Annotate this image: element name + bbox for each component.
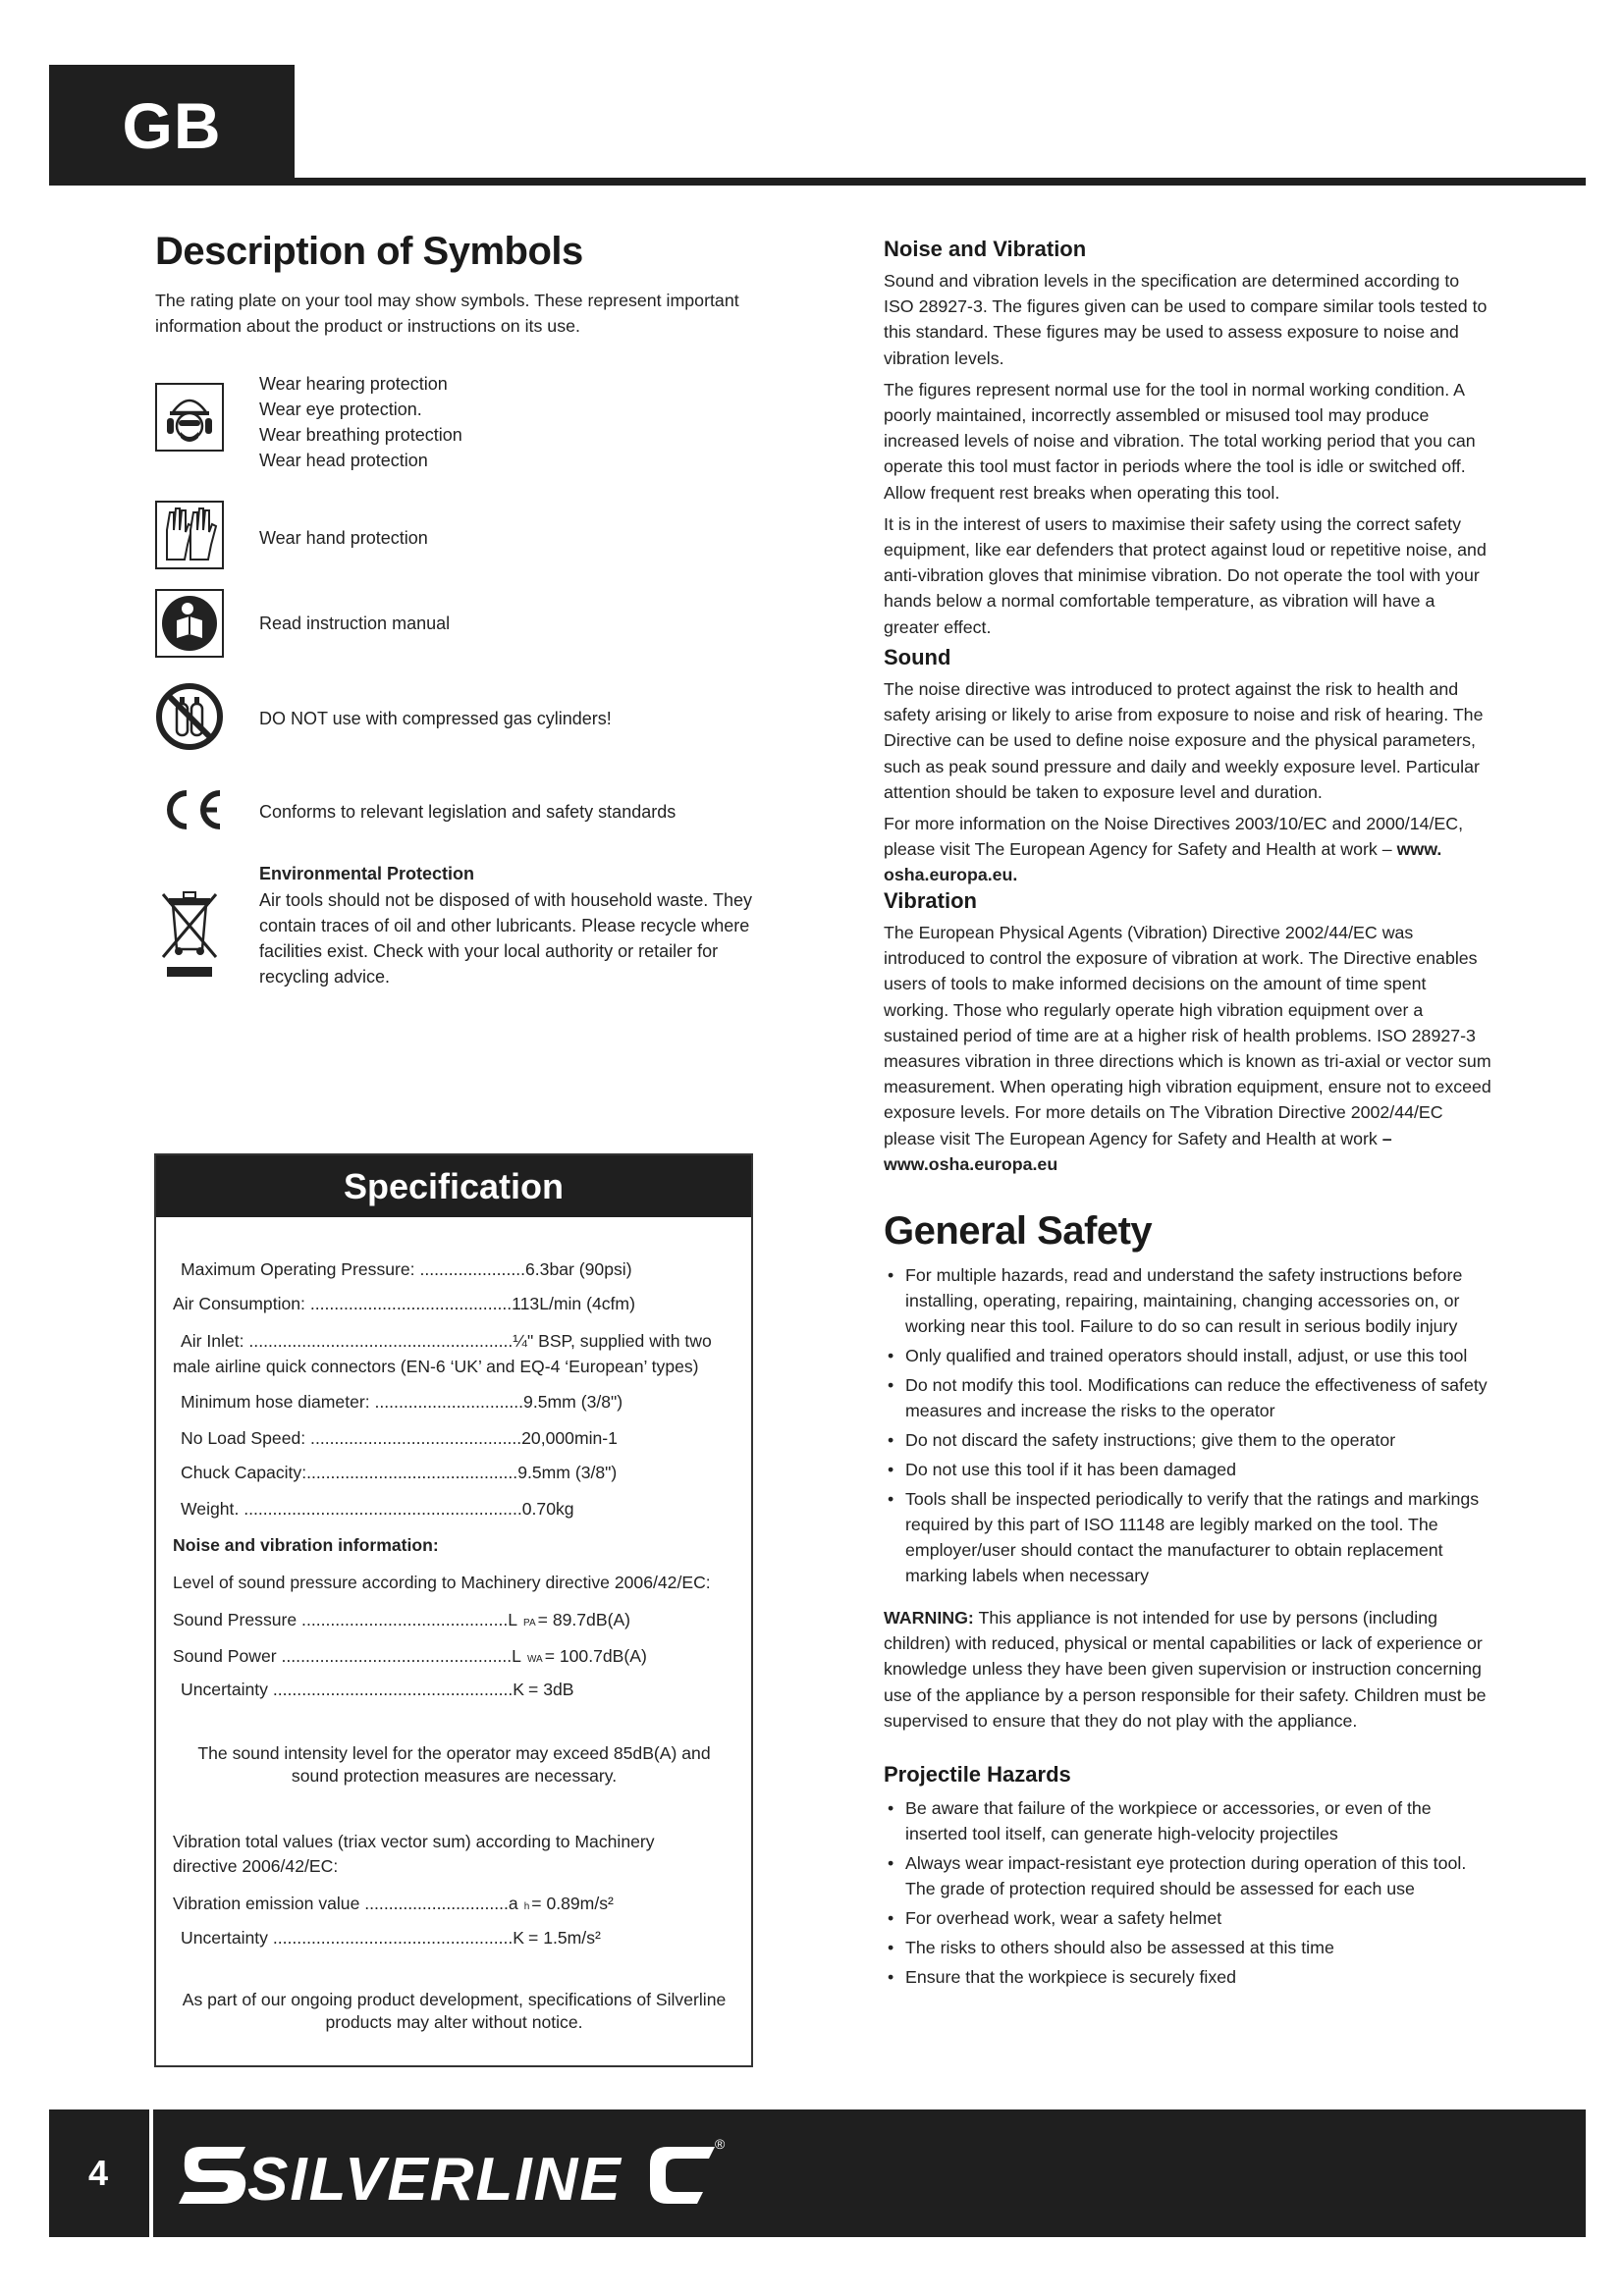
paragraph: Sound and vibration levels in the specification are determined according to ISO 28927-3. The figures given can be used to compare similar tools tested to this standard. These figures may be used to assess exposure to noise and vibration levels. — [884, 271, 1488, 368]
list-item: • The risks to others should also be assessed at this time — [884, 1935, 1492, 1960]
spec-value: = 100.7dB(A) — [544, 1646, 647, 1666]
spec-row-chuck — [181, 1463, 617, 1483]
spec-label: Chuck Capacity:............................................ — [181, 1463, 518, 1482]
spec-symbol: K — [513, 1680, 525, 1699]
ppe-head-icon — [155, 383, 224, 452]
vibration-text: The European Physical Agents (Vibration) Directive 2002/44/EC was introduced to control the exposure of vibration at work. The Directive enables users of tools to make informed decisions on the amount of time spent working. Those who regularly operate high vibration equipment over a sustained period of time are at a higher risk of health problems. ISO 28927-3 measures vibration in three directions which is known as tri-axial or vector sum measurement. When operating high vibration equipment, ensure not to exceed exposure levels. For more details on The Vibration Directive 2002/44/EC please visit The European Agency for Safety and Health at work — [884, 923, 1491, 1148]
more-info-text: For more information on the Noise Directives 2003/10/EC and 2000/14/EC, please visit The European Agency for Safety and Health at work – — [884, 814, 1464, 860]
spec-row-speed — [181, 1428, 618, 1449]
sound-more-info — [884, 811, 1492, 888]
paragraph: The figures represent normal use for the tool in normal working condition. A poorly maintained, incorrectly assembled or misused tool may produce increased levels of noise and vibration. The total working period that you can operate this tool must factor in periods where the tool is idle or switched off. Allow frequent rest breaks when operating this tool. — [884, 379, 1476, 503]
projectile-heading: Projectile Hazards — [884, 1762, 1071, 1787]
symbol-ppe-line: Wear breathing protection — [259, 425, 462, 445]
general-safety-title: General Safety — [884, 1209, 1153, 1253]
read-manual-icon — [155, 589, 224, 658]
spec-value: 9.5mm (3/8") — [517, 1463, 618, 1482]
vibration-heading: Vibration — [884, 888, 977, 913]
spec-label: Air Consumption: .......................................... — [173, 1294, 513, 1313]
sound-body — [884, 676, 1492, 888]
weee-bin-icon — [155, 888, 224, 979]
header-rule — [295, 178, 1586, 186]
spec-value: 113L/min (4cfm) — [512, 1294, 635, 1313]
spec-air-inlet-continued: male airline quick connectors (EN-6 ‘UK’ and EQ-4 ‘European’ types) — [173, 1357, 699, 1376]
list-item: • Tools shall be inspected periodically to verify that the ratings and markings required by this part of ISO 11148 are legibly marked on the tool. The employer/user should contact the manufacturer to obtain replacement marking labels when necessary — [884, 1486, 1492, 1588]
noise-info-heading: Noise and vibration information: — [173, 1535, 439, 1555]
spec-label: Uncertainty .................................................. — [181, 1928, 514, 1948]
paragraph: The noise directive was introduced to protect against the risk to health and safety arising or likely to arise from exposure to noise and risk of hearing. The Directive can be used to define noise exposure and the physical parameters, such as peak sound pressure and daily and weekly exposure level. Particular attention should be taken to exposure level and duration. — [884, 679, 1484, 802]
osha-link[interactable]: www. osha.europa.eu. — [884, 839, 1442, 885]
noise-info-intro: Level of sound pressure according to Machinery directive 2006/42/EC: — [173, 1573, 711, 1592]
spec-value: ¼" BSP, supplied with two — [513, 1331, 712, 1351]
sound-warning: The sound intensity level for the operator may exceed 85dB(A) and sound protection measures are necessary. — [197, 1743, 711, 1786]
symbols-intro: The rating plate on your tool may show symbols. These represent important information about the product or instructions on its use. — [155, 291, 739, 336]
symbol-gloves-text: Wear hand protection — [259, 528, 428, 548]
spec-value: = 3dB — [528, 1680, 574, 1699]
brand-wordmark: SILVERLINE — [247, 2146, 623, 2214]
spec-symbol: a — [508, 1894, 518, 1913]
spec-symbol: K — [513, 1928, 525, 1948]
spec-row-uncertainty-db — [181, 1680, 574, 1700]
spec-label: Air Inlet: ....................................................... — [181, 1331, 514, 1351]
spec-footnote: As part of our ongoing product development, specifications of Silverline products may alter without notice. — [182, 1990, 727, 2032]
vibration-body — [884, 920, 1492, 1177]
list-item: • For overhead work, wear a safety helmet — [884, 1905, 1492, 1931]
paragraph: It is in the interest of users to maximise their safety using the correct safety equipment, like ear defenders that protect against loud or repetitive noise, and anti-vibration gloves that minimise vibration. Do not operate the tool with your hands below a normal comfortable temperature, as vibration will have a greater effect. — [884, 513, 1487, 637]
list-item: • Only qualified and trained operators should install, adjust, or use this tool — [884, 1343, 1492, 1368]
warning-paragraph — [884, 1605, 1492, 1734]
silverline-logo — [177, 2135, 727, 2214]
spec-label: Minimum hose diameter: ............................... — [181, 1392, 524, 1412]
symbol-ce-text: Conforms to relevant legislation and safety standards — [259, 802, 677, 822]
spec-label: Sound Pressure ........................................... — [173, 1610, 509, 1629]
ce-mark-icon — [155, 775, 224, 844]
page-number: 4 — [87, 2153, 109, 2193]
spec-value: = 0.89m/s² — [531, 1894, 614, 1913]
paragraph — [884, 920, 1492, 1177]
list-item: • Always wear impact-resistant eye protection during operation of this tool. The grade of protection required should be assessed for each use — [884, 1850, 1492, 1901]
spec-label: Vibration emission value .............................. — [173, 1894, 509, 1913]
spec-subscript: WA — [526, 1654, 543, 1665]
noise-vibration-heading: Noise and Vibration — [884, 237, 1087, 261]
warning-label: WARNING: — [884, 1608, 974, 1628]
warning-block — [884, 1605, 1492, 1734]
no-gas-cylinder-icon — [155, 682, 224, 751]
symbol-ppe-line: Wear head protection — [259, 451, 428, 470]
symbol-gas-text: DO NOT use with compressed gas cylinders! — [259, 709, 612, 728]
list-item: • For multiple hazards, read and understand the safety instructions before installing, operating, repairing, maintaining, changing accessories on, or working near this tool. Failure to do so can result in serious bodily injury — [884, 1262, 1492, 1339]
spec-row-hose — [181, 1392, 623, 1413]
symbol-manual-text: Read instruction manual — [259, 614, 451, 633]
spec-value: 9.5mm (3/8") — [523, 1392, 623, 1412]
list-item: • Do not use this tool if it has been damaged — [884, 1457, 1492, 1482]
spec-label: Weight. .......................................................... — [181, 1499, 522, 1519]
spec-row-sound-power — [173, 1646, 647, 1667]
spec-row-pressure — [181, 1259, 632, 1280]
vibration-intro: Vibration total values (triax vector sum) according to Machinery directive 2006/42/EC: — [173, 1832, 655, 1876]
spec-value: 20,000min-1 — [521, 1428, 618, 1448]
specification-title: Specification — [156, 1155, 751, 1217]
sound-heading: Sound — [884, 645, 951, 669]
footer-divider — [149, 2109, 153, 2237]
symbol-ppe-line: Wear hearing protection — [259, 374, 448, 394]
spec-value: = 1.5m/s² — [528, 1928, 601, 1948]
spec-symbol: L — [508, 1610, 518, 1629]
spec-row-uncertainty-vib — [181, 1928, 601, 1949]
spec-label: No Load Speed: ............................................ — [181, 1428, 522, 1448]
spec-value: = 89.7dB(A) — [537, 1610, 631, 1629]
list-item: • Do not modify this tool. Modifications can reduce the effectiveness of safety measures and increase the risks to the operator — [884, 1372, 1492, 1423]
warning-text: This appliance is not intended for use by persons (including children) with reduced, physical or mental capabilities or lack of experience or knowledge unless they have been given supervision or instruction concerning use of the appliance by a person responsible for their safety. Children must be supervised to ensure that they do not play with the appliance. — [884, 1608, 1487, 1731]
projectile-list — [884, 1795, 1492, 1994]
environmental-heading: Environmental Protection — [259, 864, 475, 883]
spec-label: Maximum Operating Pressure: ...................... — [181, 1259, 525, 1279]
country-code: GB — [122, 88, 222, 162]
environmental-text: Air tools should not be disposed of with household waste. They contain traces of oil and other lubricants. Please recycle where facilities exist. Check with your local authority or retailer for recycling advice. — [259, 890, 752, 987]
gloves-icon — [155, 501, 224, 569]
spec-subscript: h — [523, 1901, 530, 1912]
spec-label: Uncertainty .................................................. — [181, 1680, 514, 1699]
spec-row-air-consumption — [173, 1294, 635, 1314]
list-item: • Ensure that the workpiece is securely fixed — [884, 1964, 1492, 1990]
registered-mark: ® — [715, 2136, 726, 2152]
spec-row-weight — [181, 1499, 574, 1520]
spec-value: 0.70kg — [521, 1499, 574, 1519]
spec-value: 6.3bar (90psi) — [525, 1259, 632, 1279]
general-safety-list — [884, 1262, 1492, 1592]
noise-vibration-body — [884, 268, 1492, 640]
spec-row-air-inlet — [181, 1331, 712, 1352]
symbol-ppe-line: Wear eye protection. — [259, 400, 422, 419]
list-item: • Do not discard the safety instructions; give them to the operator — [884, 1427, 1492, 1453]
silverline-logo-art — [177, 2135, 727, 2214]
spec-label: Sound Power ................................................ — [173, 1646, 513, 1666]
list-item: • Be aware that failure of the workpiece or accessories, or even of the inserted tool itself, can generate high-velocity projectiles — [884, 1795, 1492, 1846]
spec-subscript: PA — [523, 1618, 536, 1629]
spec-row-vibration-emission — [173, 1894, 614, 1914]
symbols-title: Description of Symbols — [155, 230, 583, 273]
spec-symbol: L — [512, 1646, 521, 1666]
symbol-ppe-text — [259, 371, 462, 473]
osha-link[interactable]: –www.osha.europa.eu — [884, 1128, 1392, 1174]
spec-row-sound-pressure — [173, 1610, 630, 1630]
